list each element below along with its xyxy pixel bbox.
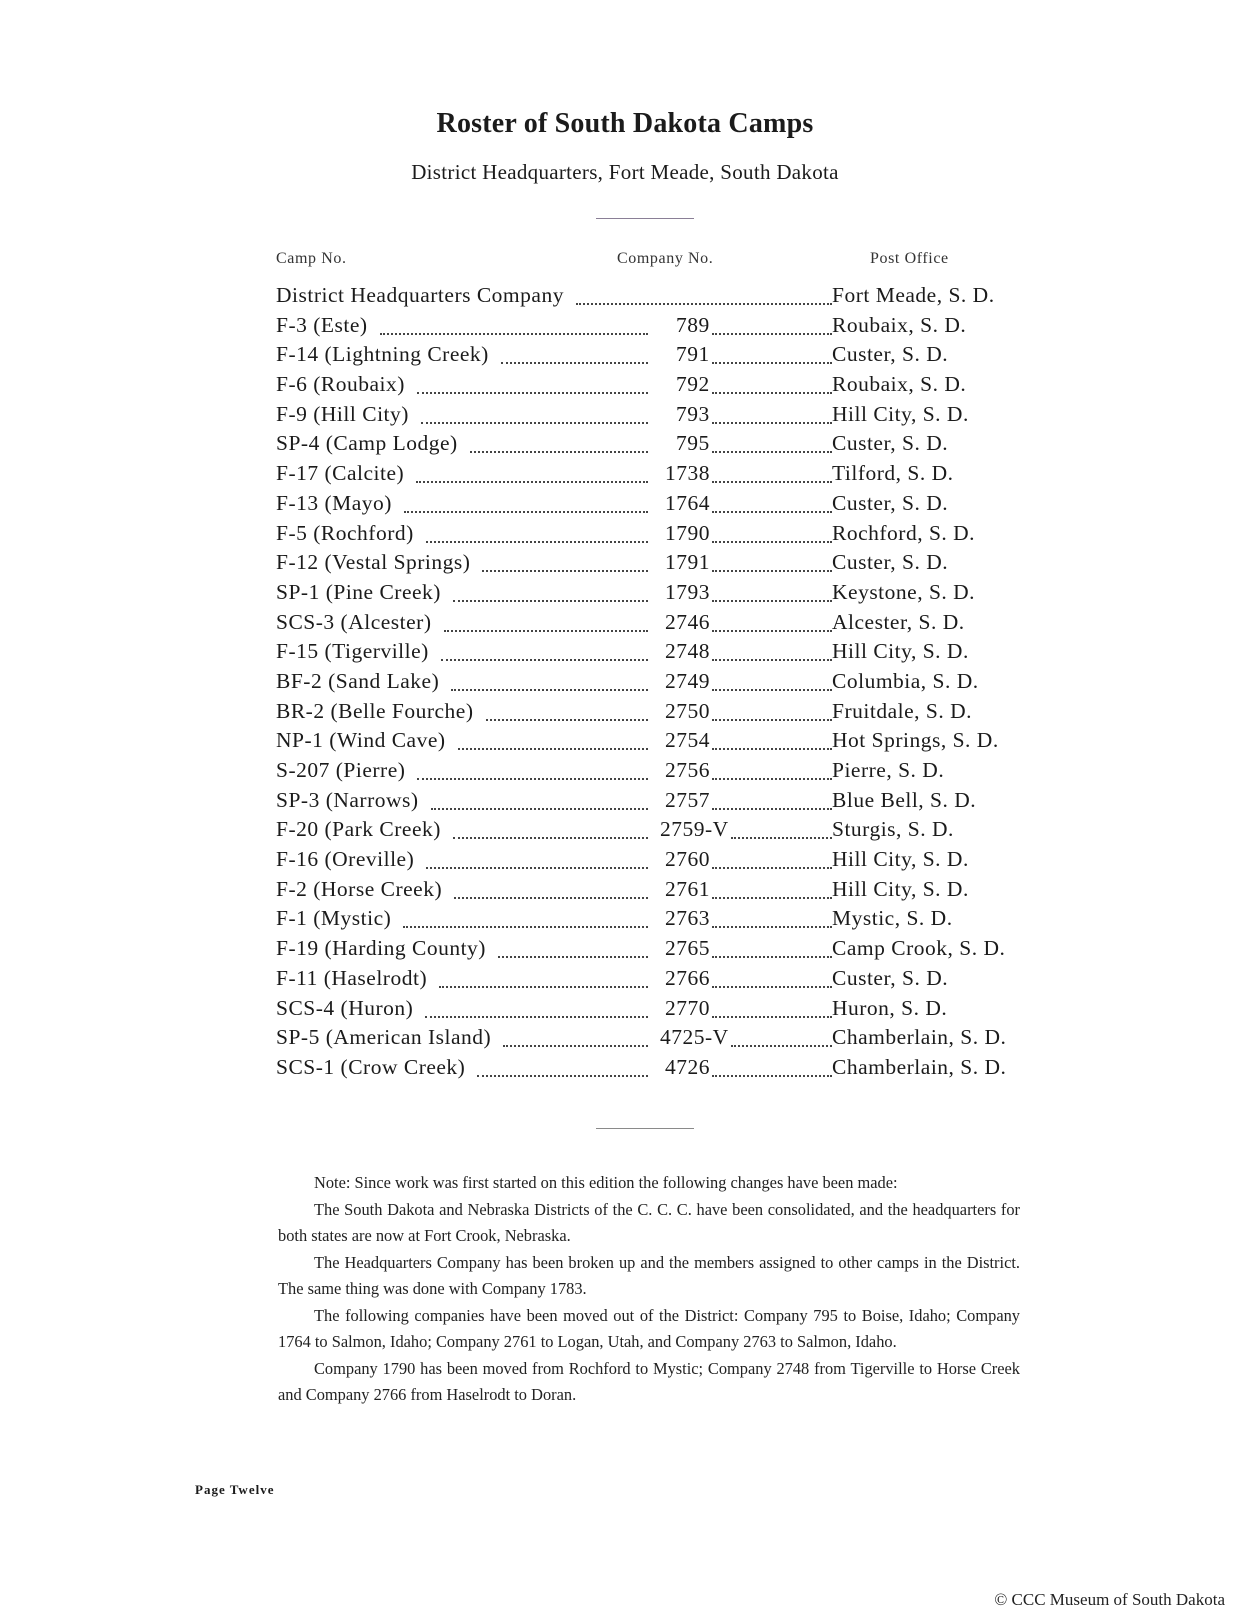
roster-row-hq	[0, 283, 1250, 313]
note-paragraph: Note: Since work was first started on this edition the following changes have been made:	[314, 1173, 898, 1192]
company-number: 792	[676, 372, 710, 397]
post-office: Roubaix, S. D.	[832, 372, 967, 397]
dot-leader	[451, 689, 648, 691]
dot-leader	[426, 541, 648, 543]
column-header-company: Company No.	[617, 250, 714, 267]
dot-leader	[501, 362, 648, 364]
company-number: 1790	[665, 520, 710, 545]
dot-leader	[712, 748, 832, 750]
top-divider	[596, 218, 694, 219]
camp-name: F-12 (Vestal Springs)	[276, 550, 471, 575]
dot-leader	[482, 570, 648, 572]
dot-leader	[498, 956, 648, 958]
note-paragraph: Company 1790 has been moved from Rochford to Mystic; Company 2748 from Tigerville to Horse Creek and Company 2766 from Haselrodt to Doran.	[278, 1359, 1020, 1404]
dot-leader	[425, 1016, 648, 1018]
dot-leader	[453, 837, 648, 839]
camp-name: SP-5 (American Island)	[276, 1025, 492, 1050]
note-paragraph: The following companies have been moved out of the District: Company 795 to Boise, Idaho; Company 1764 to Salmon, Idaho; Company 2761 to Logan, Utah, and Company 2763 to Salmon, Idaho.	[278, 1306, 1020, 1351]
dot-leader	[421, 422, 648, 424]
roster-row	[0, 699, 1250, 729]
camp-name: District Headquarters Company	[276, 283, 564, 307]
dot-leader	[712, 867, 832, 869]
roster-row	[0, 758, 1250, 788]
camp-name: F-1 (Mystic)	[276, 906, 392, 931]
post-office: Custer, S. D.	[832, 965, 949, 990]
note-paragraph: The Headquarters Company has been broken up and the members assigned to other camps in the District. The same thing was done with Company 1783.	[278, 1253, 1020, 1298]
post-office: Hill City, S. D.	[832, 401, 969, 426]
company-number: 2754	[665, 728, 710, 753]
dot-leader	[712, 719, 832, 721]
post-office: Custer, S. D.	[832, 550, 949, 575]
company-number: 4725-V	[660, 1025, 729, 1050]
roster-row	[0, 402, 1250, 432]
dot-leader	[439, 986, 648, 988]
camp-name: F-13 (Mayo)	[276, 490, 392, 515]
camp-name: BF-2 (Sand Lake)	[276, 668, 440, 693]
camp-name: F-3 (Este)	[276, 312, 368, 337]
company-number: 795	[676, 431, 710, 456]
company-number: 2757	[665, 787, 710, 812]
dot-leader	[731, 837, 832, 839]
post-office: Camp Crook, S. D.	[832, 936, 1006, 961]
company-number: 2748	[665, 639, 710, 664]
post-office: Fruitdale, S. D.	[832, 698, 972, 723]
roster-row	[0, 966, 1250, 996]
company-number: 2759-V	[660, 817, 729, 842]
roster-row	[0, 1055, 1250, 1085]
company-number: 2746	[665, 609, 710, 634]
company-number: 2763	[665, 906, 710, 931]
dot-leader	[712, 422, 832, 424]
dot-leader	[712, 778, 832, 780]
camp-name: F-9 (Hill City)	[276, 401, 409, 426]
dot-leader	[441, 659, 648, 661]
roster-rows	[0, 313, 1250, 1085]
company-number: 2756	[665, 758, 710, 782]
company-number: 793	[676, 401, 710, 426]
post-office: Keystone, S. D.	[832, 579, 976, 604]
post-office: Blue Bell, S. D.	[832, 787, 977, 812]
column-header-camp: Camp No.	[276, 250, 347, 267]
page-title: Roster of South Dakota Camps	[436, 108, 814, 139]
dot-leader	[712, 481, 832, 483]
roster-row	[0, 877, 1250, 907]
camp-name: F-16 (Oreville)	[276, 847, 415, 872]
dot-leader	[712, 451, 832, 453]
camp-name: F-14 (Lightning Creek)	[276, 342, 489, 367]
camp-name: SP-1 (Pine Creek)	[276, 579, 441, 604]
dot-leader	[503, 1045, 648, 1047]
roster-row	[0, 639, 1250, 669]
dot-leader	[486, 719, 648, 721]
roster-row	[0, 580, 1250, 610]
post-office: Roubaix, S. D.	[832, 312, 967, 337]
roster-row	[0, 996, 1250, 1026]
camp-name: SCS-3 (Alcester)	[276, 609, 432, 634]
post-office: Mystic, S. D.	[832, 906, 953, 931]
camp-name: BR-2 (Belle Fourche)	[276, 698, 474, 723]
roster-row	[0, 817, 1250, 847]
company-number: 4726	[665, 1054, 710, 1079]
roster-row	[0, 728, 1250, 758]
camp-name: F-17 (Calcite)	[276, 461, 405, 486]
note-paragraph: The South Dakota and Nebraska Districts of the C. C. C. have been consolidated, and the headquarters for both states are now at Fort Crook, Nebraska.	[278, 1200, 1020, 1245]
dot-leader	[426, 867, 648, 869]
column-header-post-office: Post Office	[870, 250, 949, 267]
company-number: 791	[676, 342, 710, 367]
post-office: Huron, S. D.	[832, 995, 948, 1020]
dot-leader	[431, 808, 648, 810]
camp-name: S-207 (Pierre)	[276, 758, 406, 782]
camp-name: SCS-1 (Crow Creek)	[276, 1054, 466, 1079]
post-office: Tilford, S. D.	[832, 461, 954, 486]
roster-row	[0, 669, 1250, 699]
dot-leader	[477, 1075, 648, 1077]
post-office: Hot Springs, S. D.	[832, 728, 999, 753]
roster-row	[0, 610, 1250, 640]
post-office: Alcester, S. D.	[832, 609, 965, 634]
roster-row	[0, 342, 1250, 372]
camp-name: F-2 (Horse Creek)	[276, 876, 443, 901]
dot-leader	[712, 808, 832, 810]
camp-name: SCS-4 (Huron)	[276, 995, 414, 1020]
dot-leader	[416, 481, 648, 483]
dot-leader	[712, 511, 832, 513]
roster-row	[0, 521, 1250, 551]
dot-leader	[712, 1075, 832, 1077]
dot-leader	[404, 511, 648, 513]
dot-leader	[712, 630, 832, 632]
bottom-divider	[596, 1128, 694, 1129]
dot-leader	[576, 303, 832, 305]
company-number: 2765	[665, 936, 710, 961]
roster-list	[0, 283, 1250, 1085]
dot-leader	[712, 1016, 832, 1018]
roster-row	[0, 313, 1250, 343]
post-office: Custer, S. D.	[832, 490, 949, 515]
dot-leader	[712, 986, 832, 988]
camp-name: SP-3 (Narrows)	[276, 787, 419, 812]
dot-leader	[712, 541, 832, 543]
post-office: Chamberlain, S. D.	[832, 1054, 1007, 1079]
camp-name: F-20 (Park Creek)	[276, 817, 441, 842]
page-subtitle: District Headquarters, Fort Meade, South Dakota	[411, 160, 839, 184]
dot-leader	[712, 362, 832, 364]
dot-leader	[712, 659, 832, 661]
dot-leader	[712, 897, 832, 899]
company-number: 2760	[665, 847, 710, 872]
post-office: Pierre, S. D.	[832, 758, 945, 782]
dot-leader	[417, 392, 648, 394]
company-number: 2761	[665, 876, 710, 901]
post-office: Hill City, S. D.	[832, 639, 969, 664]
dot-leader	[712, 689, 832, 691]
company-number: 2770	[665, 995, 710, 1020]
roster-row	[0, 906, 1250, 936]
company-number: 1764	[665, 490, 710, 515]
camp-name: F-5 (Rochford)	[276, 520, 414, 545]
camp-name: NP-1 (Wind Cave)	[276, 728, 446, 753]
roster-row	[0, 461, 1250, 491]
roster-row	[0, 1025, 1250, 1055]
dot-leader	[712, 600, 832, 602]
company-number: 2766	[665, 965, 710, 990]
changes-note	[278, 1170, 1020, 1409]
dot-leader	[458, 748, 648, 750]
roster-row	[0, 372, 1250, 402]
roster-row	[0, 788, 1250, 818]
post-office: Custer, S. D.	[832, 342, 949, 367]
dot-leader	[470, 451, 648, 453]
camp-name: SP-4 (Camp Lodge)	[276, 431, 458, 456]
dot-leader	[712, 392, 832, 394]
roster-row	[0, 847, 1250, 877]
page-number-label: Page Twelve	[195, 1482, 275, 1497]
dot-leader	[454, 897, 648, 899]
camp-name: F-15 (Tigerville)	[276, 639, 429, 664]
company-number: 2749	[665, 668, 710, 693]
camp-name: F-19 (Harding County)	[276, 936, 486, 961]
company-number: 1738	[665, 461, 710, 486]
roster-row	[0, 491, 1250, 521]
dot-leader	[712, 956, 832, 958]
roster-row	[0, 936, 1250, 966]
post-office: Hill City, S. D.	[832, 876, 969, 901]
camp-name: F-6 (Roubaix)	[276, 372, 405, 397]
dot-leader	[453, 600, 648, 602]
company-number: 789	[676, 312, 710, 337]
copyright-notice: © CCC Museum of South Dakota	[994, 1590, 1225, 1609]
roster-row	[0, 550, 1250, 580]
dot-leader	[712, 570, 832, 572]
post-office: Fort Meade, S. D.	[832, 283, 995, 307]
dot-leader	[712, 926, 832, 928]
dot-leader	[444, 630, 648, 632]
dot-leader	[380, 333, 648, 335]
company-number: 2750	[665, 698, 710, 723]
dot-leader	[731, 1045, 832, 1047]
company-number: 1791	[665, 550, 710, 575]
post-office: Chamberlain, S. D.	[832, 1025, 1007, 1050]
post-office: Sturgis, S. D.	[832, 817, 954, 842]
dot-leader	[403, 926, 648, 928]
company-number: 1793	[665, 579, 710, 604]
dot-leader	[712, 333, 832, 335]
camp-name: F-11 (Haselrodt)	[276, 965, 428, 990]
post-office: Rochford, S. D.	[832, 520, 976, 545]
post-office: Custer, S. D.	[832, 431, 949, 456]
post-office: Columbia, S. D.	[832, 668, 979, 693]
post-office: Hill City, S. D.	[832, 847, 969, 872]
roster-row	[0, 431, 1250, 461]
dot-leader	[417, 778, 648, 780]
